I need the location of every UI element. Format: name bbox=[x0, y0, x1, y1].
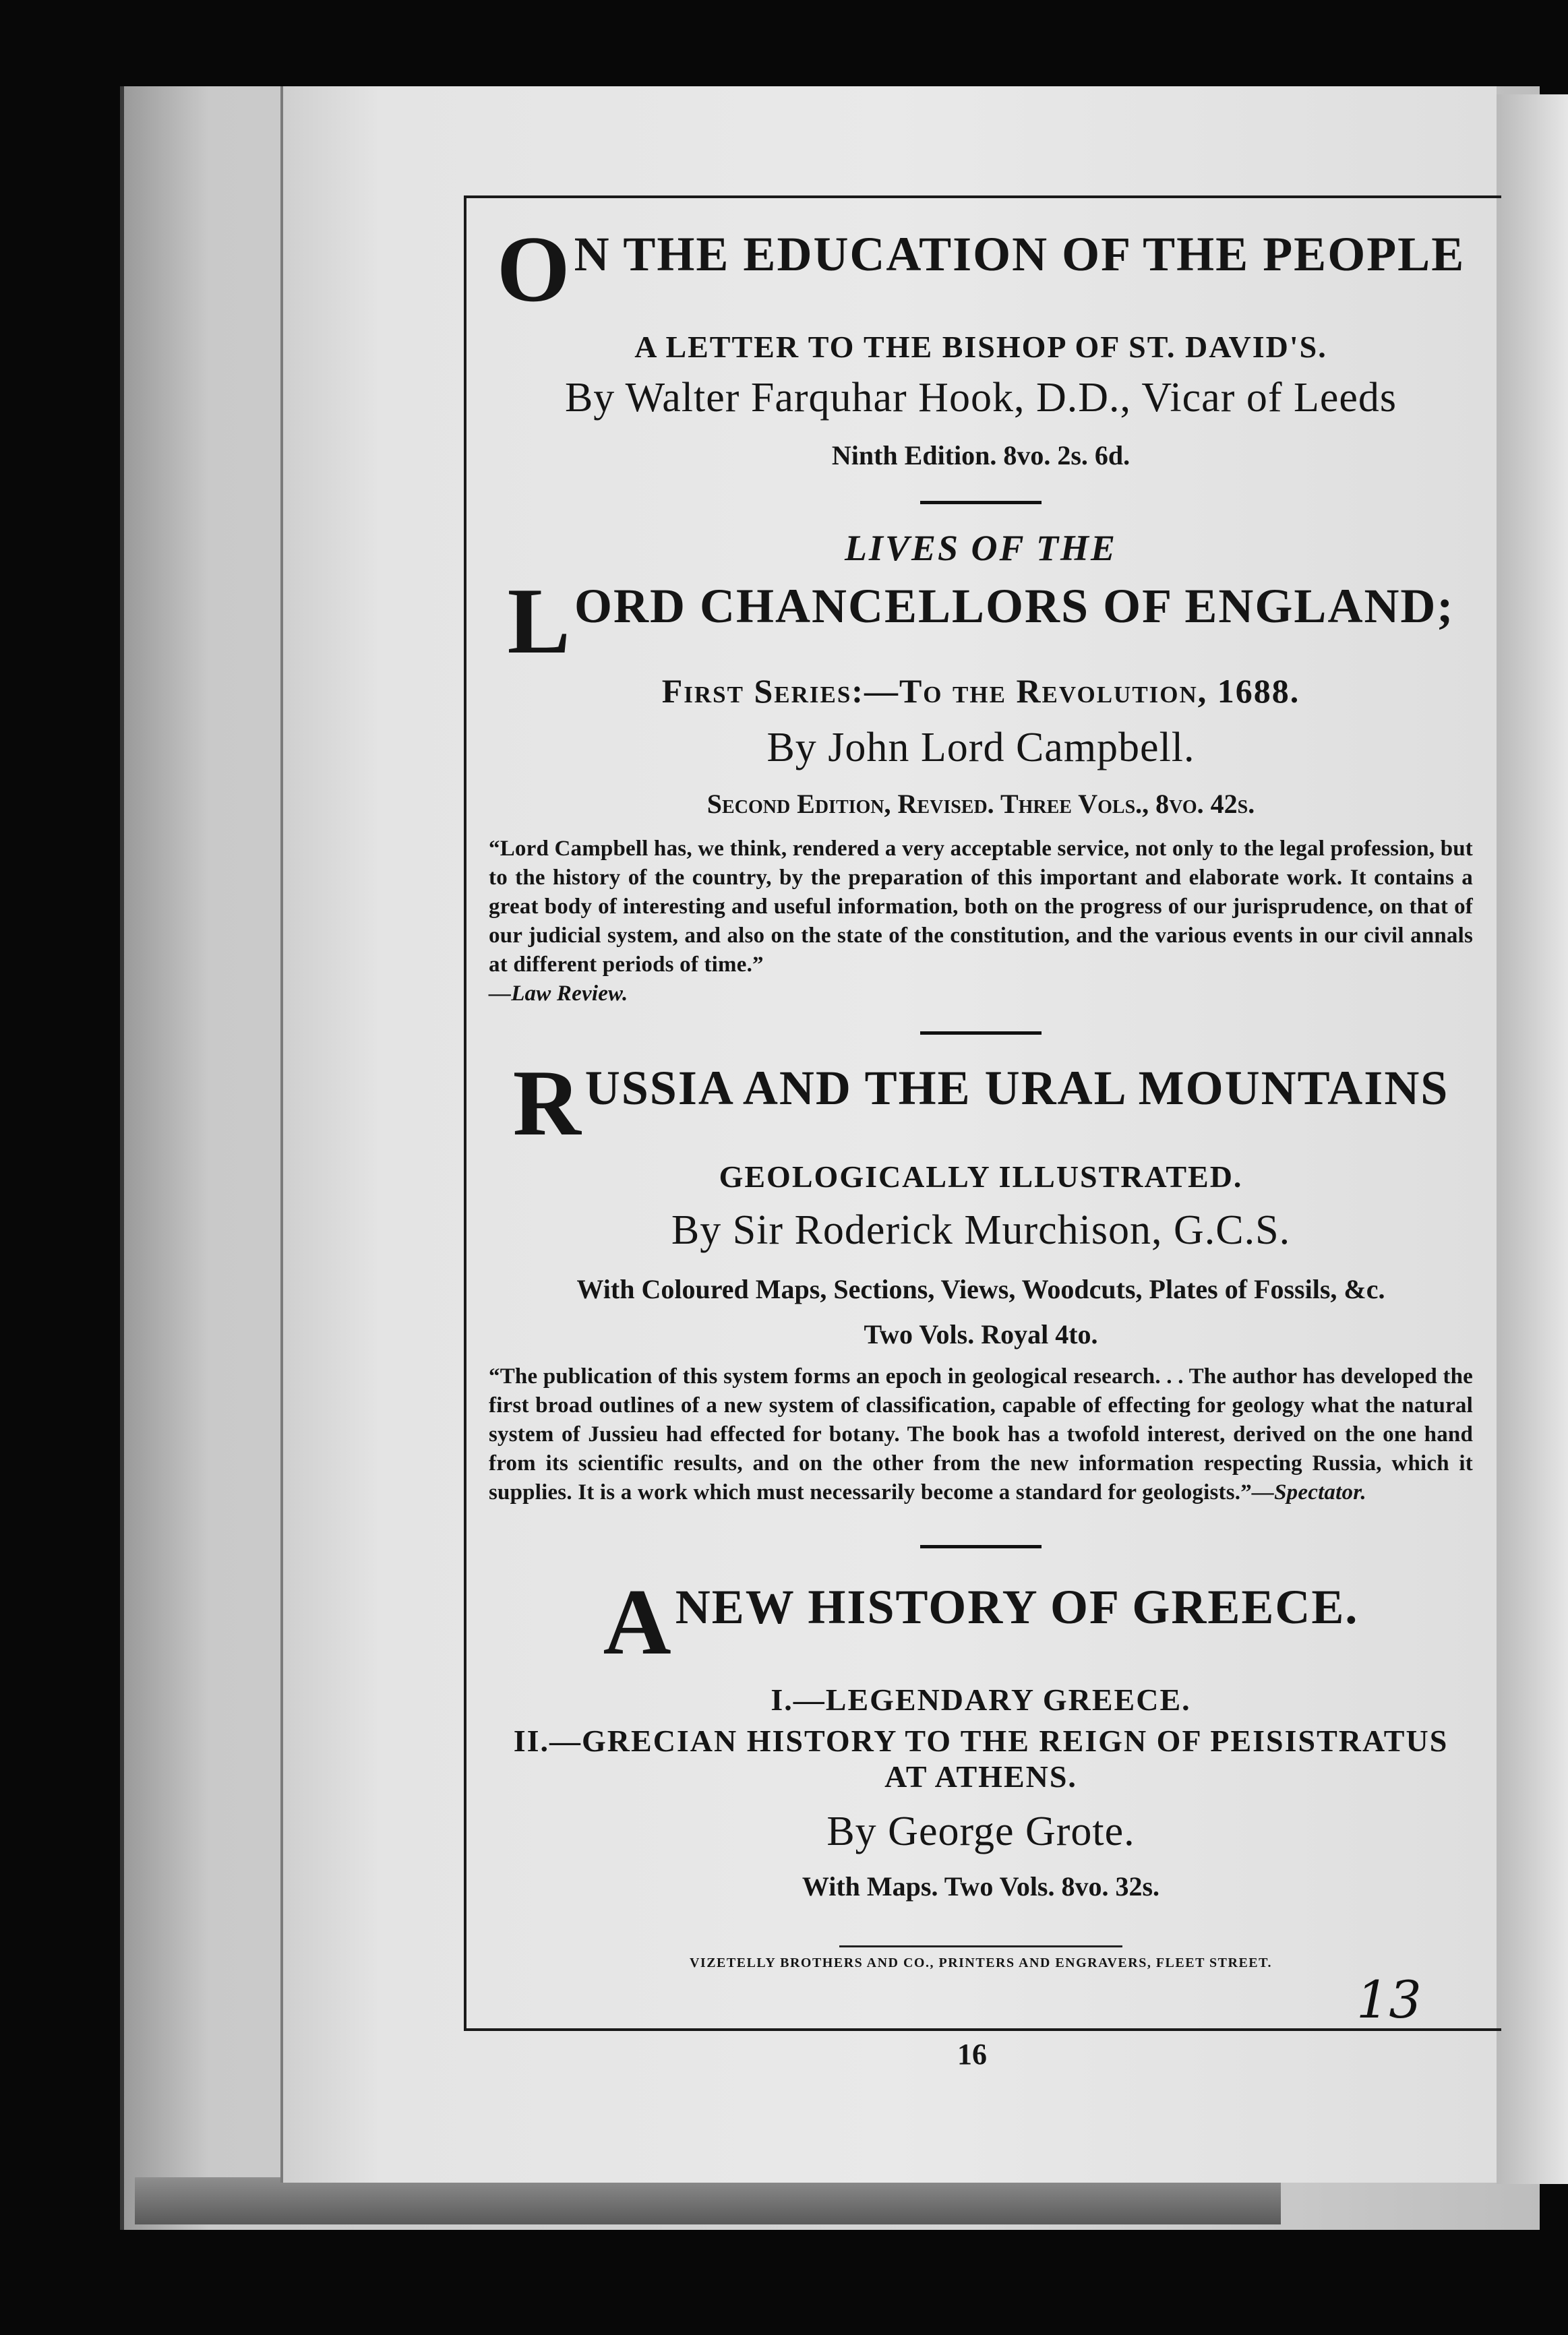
ad2-review-quote bbox=[489, 835, 1473, 1008]
ad3-drop-cap: R bbox=[512, 1051, 582, 1155]
ad4-part-two: II.—GRECIAN HISTORY TO THE REIGN OF PEISISTRATUS bbox=[513, 1724, 1449, 1758]
ad-education-of-the-people bbox=[489, 217, 1473, 471]
ad3-price-info: Two Vols. Royal 4to. bbox=[864, 1319, 1098, 1350]
ad2-quote-source: —Law Review. bbox=[489, 981, 628, 1006]
ad4-part-two-cont: AT ATHENS. bbox=[884, 1759, 1077, 1794]
ad1-title: N THE EDUCATION OF THE PEOPLE bbox=[574, 227, 1466, 282]
ad3-subtitle: GEOLOGICALLY ILLUSTRATED. bbox=[719, 1159, 1243, 1194]
section-divider bbox=[920, 1031, 1042, 1035]
ad4-price-info: With Maps. Two Vols. 8vo. 32s. bbox=[802, 1871, 1160, 1902]
page-number: 16 bbox=[957, 2038, 987, 2071]
ad-lord-chancellors bbox=[489, 527, 1473, 1008]
facing-page-edge bbox=[1497, 94, 1568, 2184]
ad1-byline: By Walter Farquhar Hook, D.D., Vicar of Leeds bbox=[564, 375, 1397, 421]
ad2-overline: LIVES OF THE bbox=[844, 528, 1118, 568]
handwritten-number: 13 bbox=[1356, 1970, 1422, 2030]
printer-imprint: VIZETELLY BROTHERS AND CO., PRINTERS AND ENGRAVERS, FLEET STREET. bbox=[689, 1955, 1272, 1970]
ad-history-of-greece bbox=[489, 1570, 1473, 1902]
advertisement-content bbox=[489, 217, 1473, 1971]
ad4-heading bbox=[489, 1570, 1473, 1674]
ad2-heading bbox=[489, 569, 1473, 673]
section-divider bbox=[920, 1545, 1042, 1548]
ad4-drop-cap: A bbox=[603, 1570, 673, 1674]
ad3-byline: By Sir Roderick Murchison, G.C.S. bbox=[671, 1207, 1291, 1253]
ad4-part-one: I.—LEGENDARY GREECE. bbox=[771, 1682, 1191, 1717]
ad2-byline: By John Lord Campbell. bbox=[766, 725, 1195, 770]
ad1-price-info: Ninth Edition. 8vo. 2s. 6d. bbox=[831, 440, 1130, 471]
ad2-series: First Series:—To the Revolution, 1688. bbox=[661, 672, 1300, 710]
ad4-byline: By George Grote. bbox=[826, 1809, 1135, 1854]
printer-rule bbox=[839, 1945, 1122, 1947]
ad-russia-ural-mountains bbox=[489, 1051, 1473, 1507]
ad3-quote-source: —Spectator. bbox=[1251, 1480, 1366, 1505]
ad2-title: ORD CHANCELLORS OF ENGLAND; bbox=[574, 579, 1455, 634]
ad1-subtitle: A LETTER TO THE BISHOP OF ST. DAVID'S. bbox=[634, 330, 1327, 364]
ad3-review-quote bbox=[489, 1362, 1473, 1507]
section-divider bbox=[920, 501, 1042, 504]
ad4-title: NEW HISTORY OF GREECE. bbox=[675, 1580, 1359, 1635]
ad2-drop-cap: L bbox=[507, 569, 572, 673]
ad3-heading bbox=[489, 1051, 1473, 1155]
ad2-price-info: Second Edition, Revised. Three Vols., 8vo. 42s. bbox=[706, 789, 1255, 819]
ad2-quote-text: “Lord Campbell has, we think, rendered a very acceptable service, not only to the legal profession, but to the history of the country, by the preparation of this important and elaborate work. It contains a great body of interesting and useful information, both on the progress of our jurisprudence, on that of our judicial system, and also on the state of the constitution, and the various events in our civil annals at different periods of time.” bbox=[489, 837, 1473, 977]
book-edge bbox=[135, 2177, 1281, 2224]
ad3-details: With Coloured Maps, Sections, Views, Woodcuts, Plates of Fossils, &c. bbox=[576, 1274, 1385, 1304]
ad1-drop-cap: O bbox=[496, 217, 572, 322]
ad1-heading bbox=[489, 217, 1473, 322]
ad3-quote-text: “The publication of this system forms an epoch in geological research. . . The author has developed the first broad outlines of a new system of classification, capable of effecting for geology what the natural system of Jussieu had effected for botany. The book has a twofold interest, derived on the one hand from its scientific results, and on the other from the new information respecting Russia, which it supplies. It is a work which must necessarily become a standard for geologists.” bbox=[489, 1364, 1473, 1505]
ad3-title: USSIA AND THE URAL MOUNTAINS bbox=[584, 1061, 1449, 1116]
